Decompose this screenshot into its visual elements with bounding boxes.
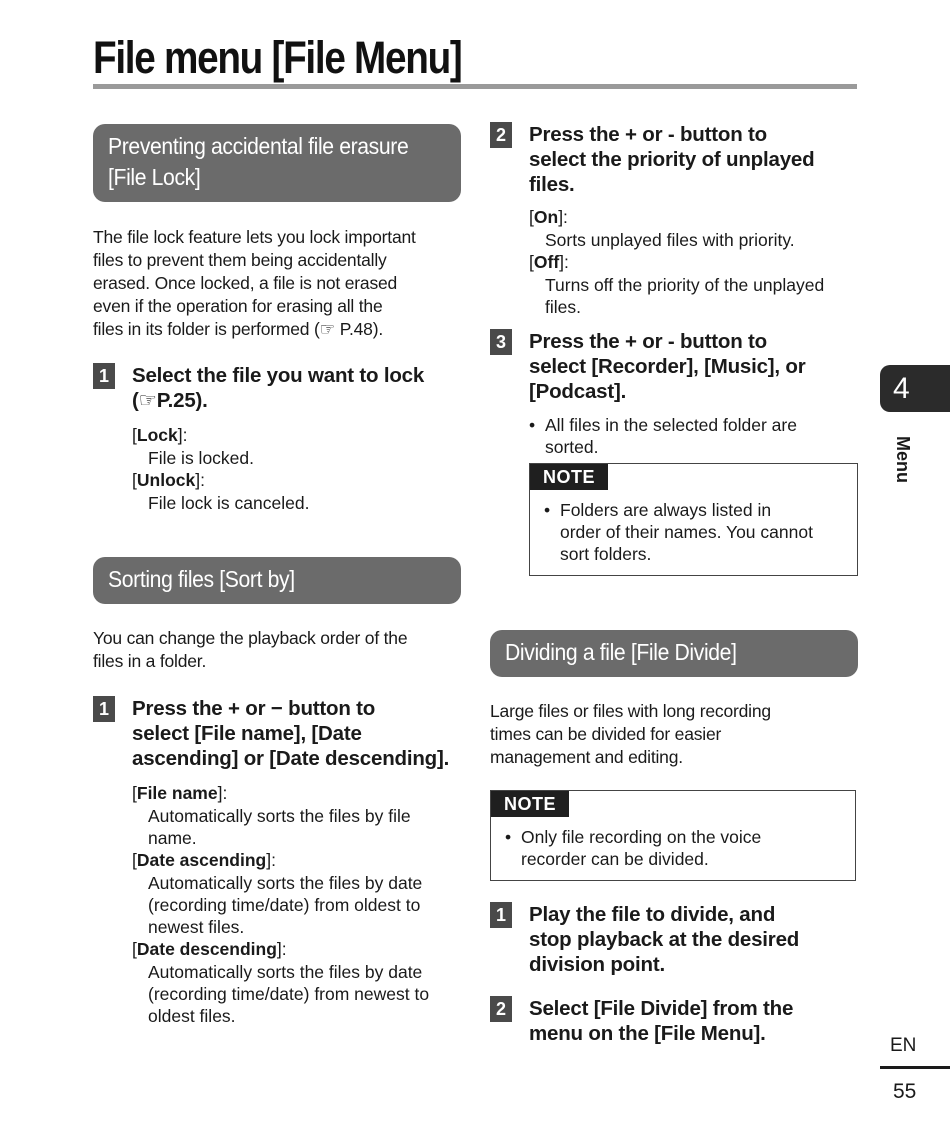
step-line: files. bbox=[529, 173, 575, 196]
option-name: [Date descending]: bbox=[132, 939, 287, 959]
bullet-line: Only file recording on the voice bbox=[521, 827, 762, 847]
sort-step-3 bbox=[490, 329, 858, 404]
step-number: 1 bbox=[93, 363, 115, 389]
sort-step-1 bbox=[93, 696, 461, 771]
bullet-line: sort folders. bbox=[560, 544, 652, 564]
bullet-item bbox=[505, 826, 841, 870]
section-heading-file-divide bbox=[490, 630, 858, 677]
step-number: 3 bbox=[490, 329, 512, 355]
footer-rule bbox=[880, 1066, 950, 1069]
step-number: 1 bbox=[490, 902, 512, 928]
step-line: select the priority of unplayed bbox=[529, 148, 815, 171]
option-label: Date descending bbox=[136, 939, 277, 959]
file-lock-step-1 bbox=[93, 363, 461, 413]
bullet-line: Folders are always listed in bbox=[560, 500, 772, 520]
step-line: Press the + or - button to bbox=[529, 330, 767, 353]
intro-line: even if the operation for erasing all the bbox=[93, 296, 383, 316]
option-desc: (recording time/date) from oldest to bbox=[148, 895, 421, 915]
step-line: select [File name], [Date bbox=[132, 722, 362, 745]
left-column bbox=[93, 122, 461, 1027]
intro-line: files in its folder is performed (☞ P.48). bbox=[93, 319, 383, 339]
note-box-divide bbox=[490, 790, 856, 881]
step-line: Press the + or - button to bbox=[529, 123, 767, 146]
option-desc: name. bbox=[148, 828, 197, 848]
intro-line: management and editing. bbox=[490, 747, 683, 767]
right-column bbox=[490, 122, 858, 1046]
bullet-line: recorder can be divided. bbox=[521, 849, 709, 869]
divide-step-2 bbox=[490, 996, 858, 1046]
step-line: Play the file to divide, and bbox=[529, 903, 776, 926]
option-label: Off bbox=[533, 252, 560, 272]
section-heading-file-lock bbox=[93, 124, 461, 202]
step-text bbox=[529, 122, 814, 197]
title-rule bbox=[93, 84, 857, 89]
option-desc: Automatically sorts the files by date bbox=[148, 873, 423, 893]
file-lock-intro bbox=[93, 226, 461, 341]
step-text bbox=[132, 363, 424, 413]
heading-line: [File Lock] bbox=[108, 164, 201, 190]
option-desc: oldest files. bbox=[148, 1006, 236, 1026]
page-title: File menu [File Menu] bbox=[93, 32, 462, 83]
intro-line: files to prevent them being accidentally bbox=[93, 250, 387, 270]
intro-line: You can change the playback order of the bbox=[93, 628, 408, 648]
step-line: Select the file you want to lock bbox=[132, 364, 425, 387]
option-label: On bbox=[533, 207, 559, 227]
step-text bbox=[529, 902, 799, 977]
step-text bbox=[132, 696, 449, 771]
bullet-dot: • bbox=[529, 415, 536, 435]
step-line: Press the + or − button to bbox=[132, 697, 376, 720]
option-desc: File lock is canceled. bbox=[148, 493, 310, 513]
sort-step-2 bbox=[490, 122, 858, 197]
step-line: stop playback at the desired bbox=[529, 928, 800, 951]
step-line: [Podcast]. bbox=[529, 380, 627, 403]
bullet-dot: • bbox=[505, 827, 512, 847]
step-line: division point. bbox=[529, 953, 665, 976]
intro-line: times can be divided for easier bbox=[490, 724, 722, 744]
option-label: Unlock bbox=[136, 470, 196, 490]
note-label: NOTE bbox=[530, 464, 608, 490]
bullet-text bbox=[521, 826, 761, 870]
option-label: Date ascending bbox=[136, 850, 267, 870]
note-body bbox=[530, 490, 857, 575]
step-line: (☞P.25). bbox=[132, 389, 208, 412]
step-number: 1 bbox=[93, 696, 115, 722]
heading-line: Sorting files [Sort by] bbox=[108, 566, 295, 592]
priority-options bbox=[529, 206, 858, 318]
sort-intro bbox=[93, 627, 461, 673]
intro-line: The file lock feature lets you lock important bbox=[93, 227, 416, 247]
option-desc: Automatically sorts the files by file bbox=[148, 806, 411, 826]
step-line: Select [File Divide] from the bbox=[529, 997, 794, 1020]
intro-line: erased. Once locked, a file is not erased bbox=[93, 273, 398, 293]
divide-step-1 bbox=[490, 902, 858, 977]
bullet-text bbox=[545, 414, 797, 458]
chapter-tab: 4 bbox=[880, 365, 950, 412]
option-name: [Unlock]: bbox=[132, 470, 205, 490]
option-desc: Sorts unplayed files with priority. bbox=[545, 230, 795, 250]
divide-intro bbox=[490, 700, 858, 769]
option-desc: (recording time/date) from newest to bbox=[148, 984, 430, 1004]
note-body bbox=[491, 817, 855, 880]
bullet-dot: • bbox=[544, 500, 551, 520]
file-lock-options bbox=[132, 424, 461, 514]
step-text bbox=[529, 329, 806, 404]
heading-line: Dividing a file [File Divide] bbox=[505, 639, 737, 665]
option-name: [On]: bbox=[529, 207, 568, 227]
section-heading-sort-by bbox=[93, 557, 461, 604]
step-number: 2 bbox=[490, 996, 512, 1022]
option-desc: files. bbox=[545, 297, 581, 317]
page-number: 55 bbox=[893, 1080, 917, 1103]
language-label: EN bbox=[890, 1035, 917, 1056]
bullet-item bbox=[544, 499, 843, 565]
step-text bbox=[529, 996, 793, 1046]
option-label: Lock bbox=[136, 425, 178, 445]
bullet-item bbox=[529, 414, 858, 458]
bullet-line: sorted. bbox=[545, 437, 599, 457]
step-line: select [Recorder], [Music], or bbox=[529, 355, 806, 378]
bullet-line: order of their names. You cannot bbox=[560, 522, 813, 542]
option-label: File name bbox=[136, 783, 218, 803]
option-desc: newest files. bbox=[148, 917, 245, 937]
step-line: menu on the [File Menu]. bbox=[529, 1022, 766, 1045]
option-name: [Off]: bbox=[529, 252, 569, 272]
step3-bullet bbox=[529, 414, 858, 458]
option-name: [Date ascending]: bbox=[132, 850, 276, 870]
option-desc: Automatically sorts the files by date bbox=[148, 962, 423, 982]
note-label: NOTE bbox=[491, 791, 569, 817]
chapter-tab-label: Menu bbox=[893, 436, 913, 483]
sort-options bbox=[132, 782, 461, 1027]
intro-line: Large files or files with long recording bbox=[490, 701, 771, 721]
heading-line: Preventing accidental file erasure bbox=[108, 133, 409, 159]
option-name: [File name]: bbox=[132, 783, 228, 803]
bullet-text bbox=[560, 499, 813, 565]
intro-line: files in a folder. bbox=[93, 651, 207, 671]
step-line: ascending] or [Date descending]. bbox=[132, 747, 450, 770]
option-name: [Lock]: bbox=[132, 425, 188, 445]
step-number: 2 bbox=[490, 122, 512, 148]
option-desc: File is locked. bbox=[148, 448, 255, 468]
option-desc: Turns off the priority of the unplayed bbox=[545, 275, 825, 295]
bullet-line: All files in the selected folder are bbox=[545, 415, 797, 435]
note-box-sort bbox=[529, 463, 858, 576]
